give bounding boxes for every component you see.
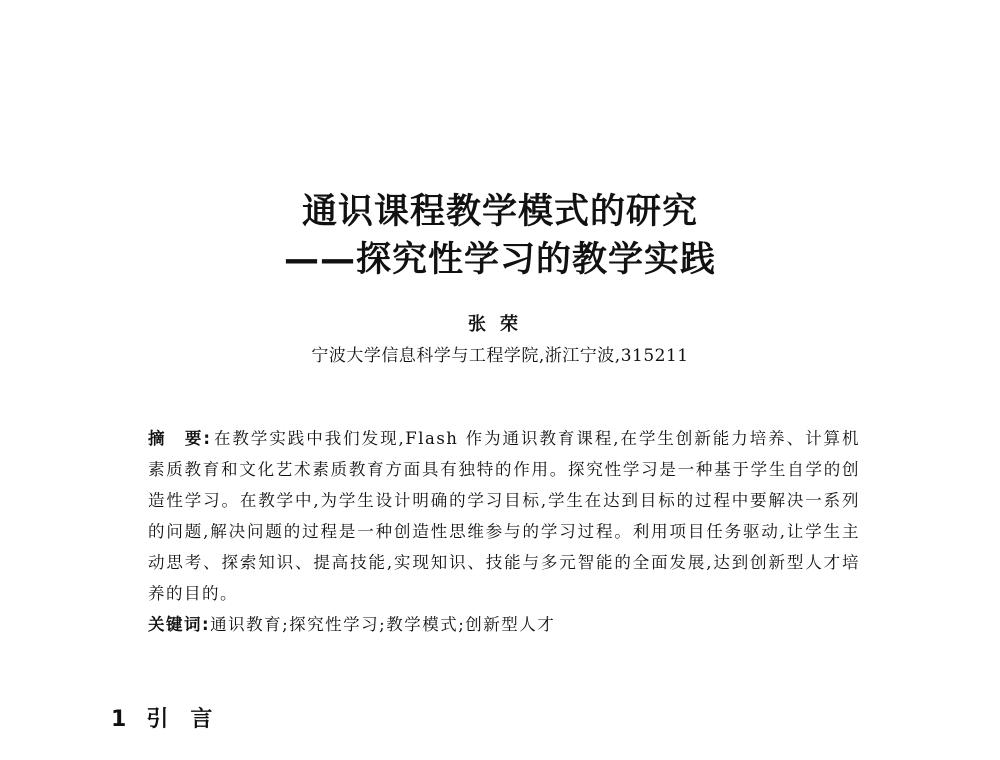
paper-subtitle: ——探究性学习的教学实践 <box>283 240 716 280</box>
section-heading <box>111 702 234 733</box>
abstract-label-first: 摘 <box>148 429 167 448</box>
abstract-label <box>148 429 211 448</box>
abstract-label-second: 要: <box>184 429 212 448</box>
author-name: 张荣 <box>468 314 532 335</box>
abstract <box>148 423 860 609</box>
section-title: 引言 <box>146 707 235 732</box>
keywords-label: 关键词: <box>148 615 211 634</box>
keywords <box>148 609 860 640</box>
keywords-text: 通识教育;探究性学习;教学模式;创新型人才 <box>210 615 556 634</box>
section-number: 1 <box>111 707 127 732</box>
title-block <box>0 188 1000 284</box>
abstract-text: 在教学实践中我们发现,Flash 作为通识教育课程,在学生创新能力培养、计算机素质教育和文化艺术素质教育方面具有独特的作用。探究性学习是一种基于学生自学的创造性学习。在教学中,为学生设计明确的学习目标,学生在达到目标的过程中要解决一系列的问题,解决问题的过程是一种创造性思维参与的学习过程。利用项目任务驱动,让学生主动思考、探索知识、提高技能,实现知识、技能与多元智能的全面发展,达到创新型人才培养的目的。 <box>148 429 860 603</box>
author-affiliation: 宁波大学信息科学与工程学院,浙江宁波,315211 <box>311 346 689 366</box>
paper-title: 通识课程教学模式的研究 <box>301 192 698 232</box>
